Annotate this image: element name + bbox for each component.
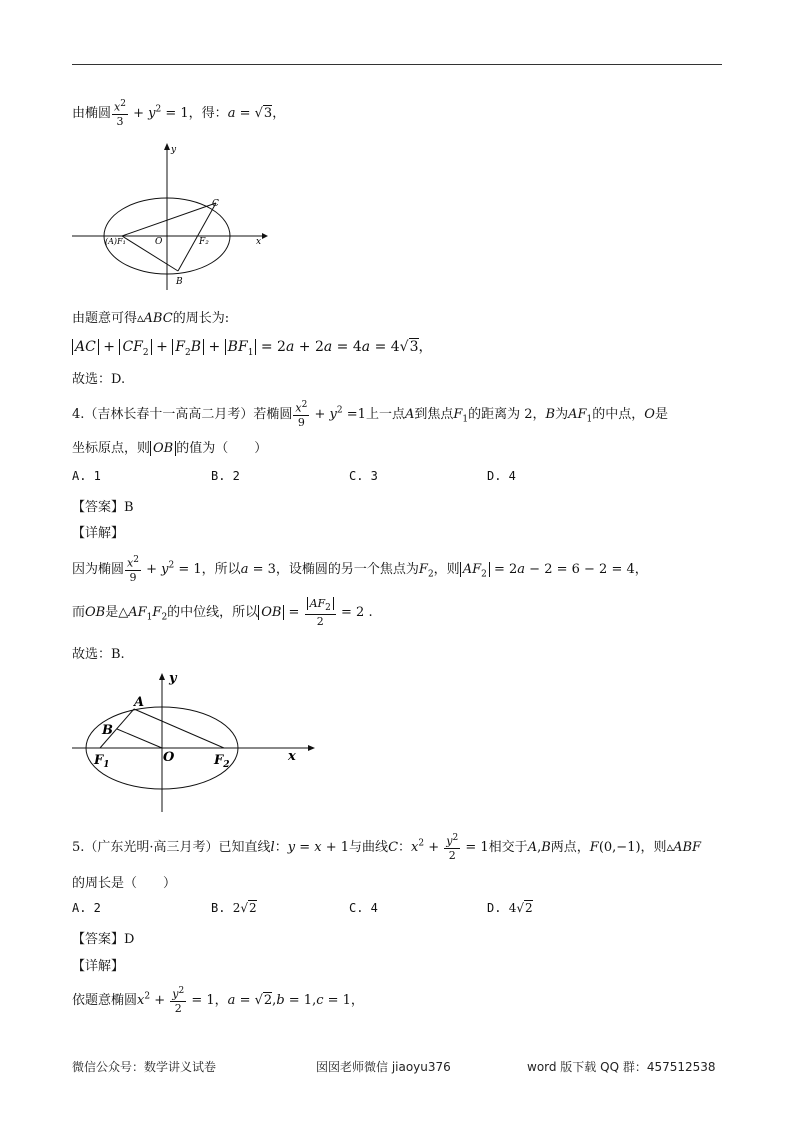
- label-F2: F₂: [199, 237, 209, 247]
- para-ellipse-a: 由椭圆 $\frac{x^2}{3}$ + $y^2 = 1$，得：a = √3，: [72, 99, 286, 128]
- label-C: C: [212, 199, 219, 209]
- q4-stem-line1: 4.（吉林长春十一高高二月考）若椭圆 $\frac{x^2}{9}$ + $y^2 =1$上一点A到焦点$F_1$的距离为 2，B为$AF_1$的中点，O是: [72, 400, 668, 429]
- para-choose-d: 故选：D.: [72, 372, 126, 387]
- q4-choose-b: 故选：B.: [72, 647, 125, 662]
- label-B: B: [102, 723, 113, 738]
- figure-ellipse-triangle: [72, 140, 272, 290]
- segment-BO: [117, 729, 162, 748]
- footer-qq-group: word 版下载 QQ 群：457512538: [527, 1060, 716, 1074]
- q4-detail-heading: 【详解】: [72, 526, 125, 541]
- segment-F1B: [122, 236, 178, 271]
- header-rule: [72, 64, 722, 65]
- label-A: A: [134, 695, 145, 710]
- q4-answer: 【答案】B: [72, 500, 134, 515]
- footer-wechat-account: 微信公众号：数学讲义试卷: [72, 1060, 217, 1074]
- x-axis-arrow: [262, 233, 268, 239]
- label-B: B: [176, 277, 183, 287]
- label-y: y: [169, 671, 177, 686]
- label-x: x: [288, 749, 296, 764]
- q5-stem-line1: 5.（广东光明·高三月考）已知直线l：y = x + 1与曲线C：$x^2$ + $\frac{y^2}{2}$ = 1相交于A,B两点，F(0,−1)，则▵ABF: [72, 833, 702, 862]
- para-perimeter-intro: 由题意可得▵ABC的周长为:: [72, 311, 230, 326]
- x-axis-arrow: [308, 745, 315, 751]
- q4-option-c[interactable]: C. 3: [349, 469, 378, 483]
- y-axis-arrow: [164, 143, 170, 150]
- label-O: O: [163, 750, 175, 765]
- q4-solution-line2: 而OB是$\triangle AF_1F_2$的中位线，所以 OB = $\frac{AF_2}{2}$ = 2 .: [72, 597, 373, 629]
- q4-solution-line1: 因为椭圆 $\frac{x^2}{9}$ + $y^2 = 1$，所以a = 3，设椭圆的另一个焦点为$F_2$，则 $AF_2 = 2a - 2 = 6 - 2 = 4$，: [72, 555, 648, 584]
- label-AF1: (A)F₁: [105, 237, 126, 246]
- q4-option-d[interactable]: D. 4: [487, 469, 516, 483]
- q5-solution-line1: 依题意椭圆$x^2$ + $\frac{y^2}{2}$ = 1，a = √2,b = 1,c = 1，: [72, 986, 364, 1015]
- label-O: O: [155, 237, 163, 247]
- para-perimeter-formula: AC + $CF_2 + F_2B + BF_1 = 2a + 2a = 4a = 4√3$，: [72, 336, 433, 358]
- footer-teacher-wechat: 囡囡老师微信 jiaoyu376: [316, 1060, 451, 1074]
- q5-detail-heading: 【详解】: [72, 959, 125, 974]
- q4-option-a[interactable]: A. 1: [72, 469, 101, 483]
- q5-option-a[interactable]: A. 2: [72, 901, 101, 915]
- q5-answer: 【答案】D: [72, 932, 135, 947]
- label-y: y: [171, 145, 177, 155]
- figure-ellipse-midline: [72, 668, 322, 814]
- label-F1: $F_1$: [94, 753, 110, 770]
- label-F2: $F_2$: [214, 753, 230, 770]
- q5-option-d[interactable]: D. 4√2: [487, 901, 533, 915]
- q4-option-b[interactable]: B. 2: [211, 469, 240, 483]
- segment-F1C: [122, 203, 216, 236]
- y-axis-arrow: [159, 673, 165, 680]
- q4-stem-line2: 坐标原点，则 OB 的值为（ ）: [72, 441, 268, 456]
- label-x: x: [256, 237, 262, 247]
- q5-stem-line2: 的周长是（ ）: [72, 876, 177, 891]
- q5-option-b[interactable]: B. 2√2: [211, 901, 257, 915]
- segment-CB: [178, 203, 216, 271]
- q5-option-c[interactable]: C. 4: [349, 901, 378, 915]
